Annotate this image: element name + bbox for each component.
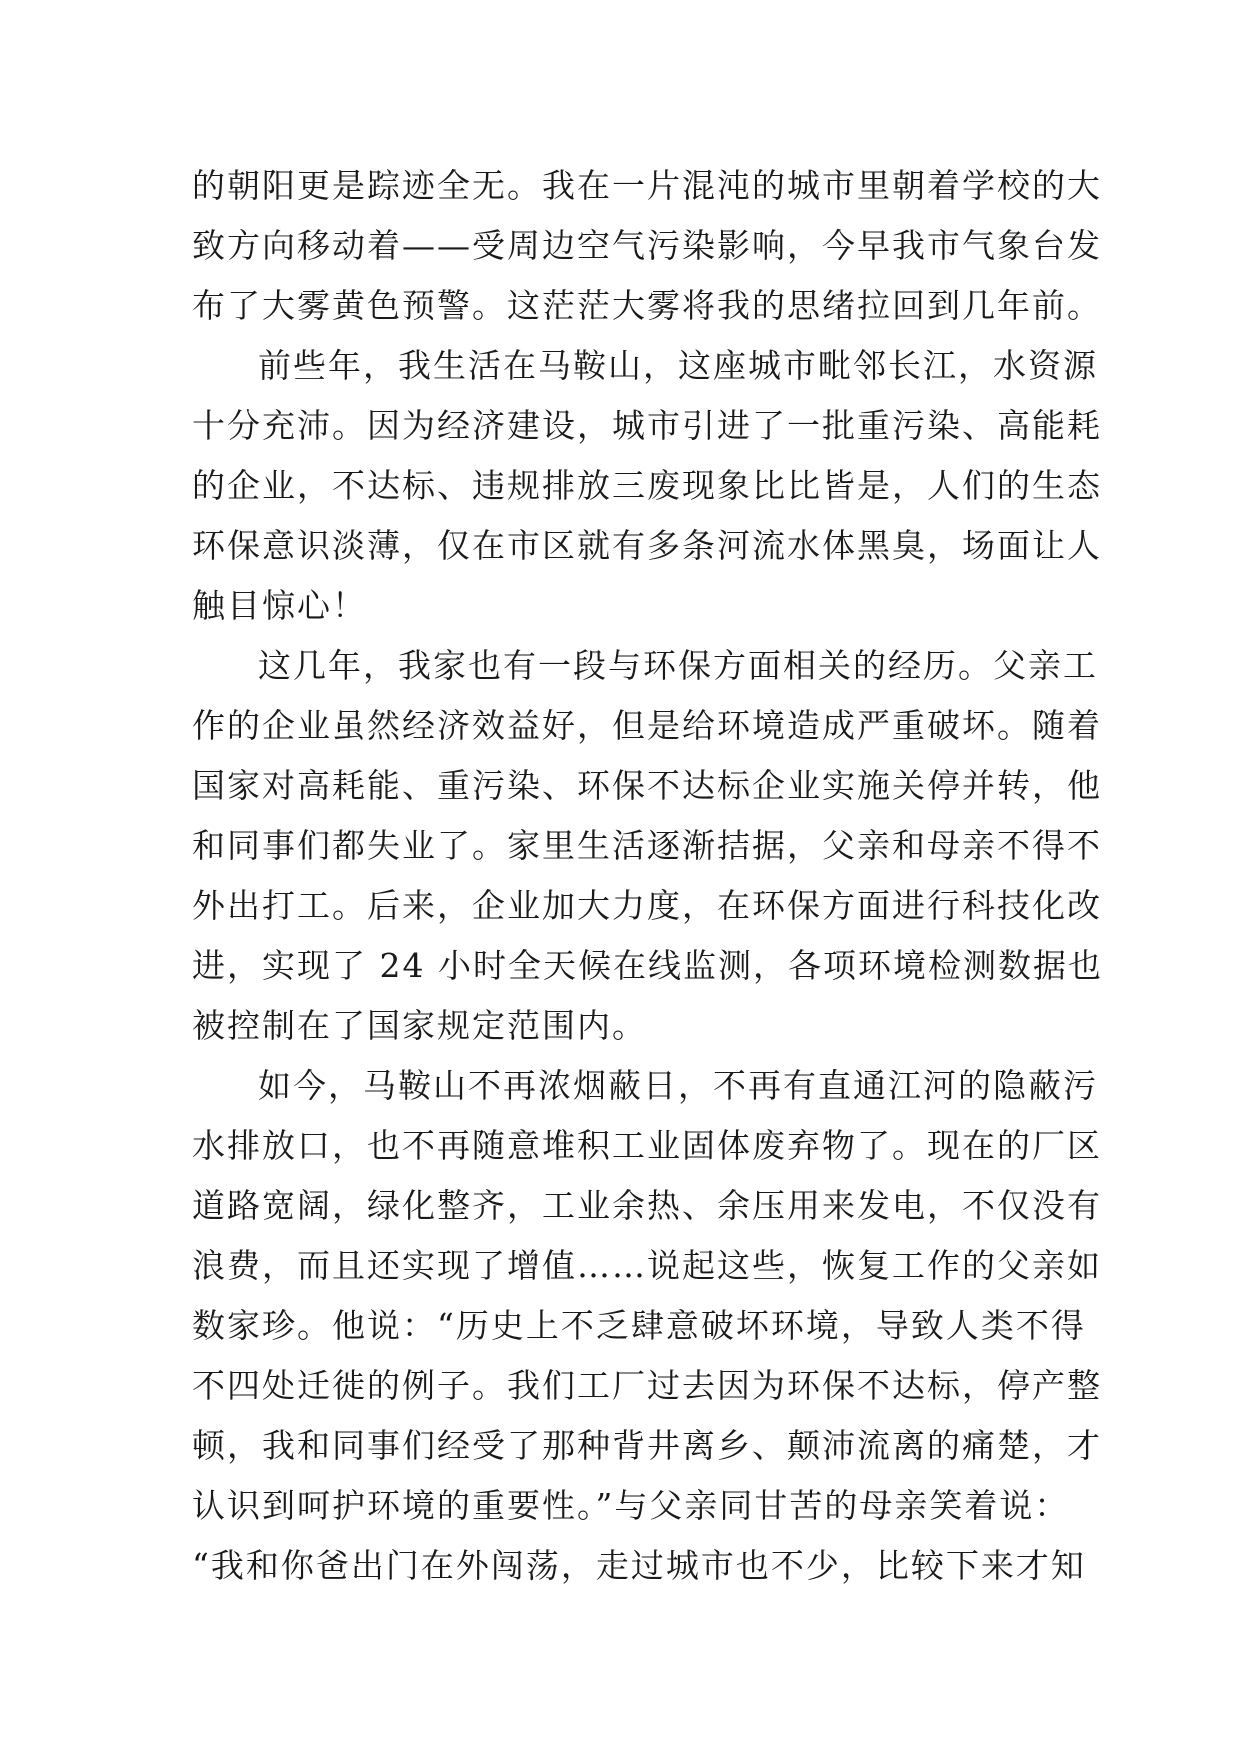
text-line: 水排放口，也不再随意堆积工业固体废弃物了。现在的厂区 [192,1126,1102,1165]
text-line: 的朝阳更是踪迹全无。我在一片混沌的城市里朝着学校的大 [192,166,1102,205]
text-line: 十分充沛。因为经济建设，城市引进了一批重污染、高能耗 [192,406,1102,445]
paragraph-4 [192,1056,1102,1596]
text-line: 国家对高耗能、重污染、环保不达标企业实施关停并转，他 [192,766,1102,805]
text-line: 顿，我和同事们经受了那种背井离乡、颠沛流离的痛楚，才 [192,1426,1102,1465]
text-line: “我和你爸出门在外闯荡，走过城市也不少，比较下来才知 [192,1546,1086,1585]
text-line: 环保意识淡薄，仅在市区就有多条河流水体黑臭，场面让人 [192,526,1102,565]
text-line: 进，实现了 24 小时全天候在线监测，各项环境检测数据也 [192,946,1103,985]
paragraph-3 [192,636,1103,1056]
text-line: 数家珍。他说：“历史上不乏肆意破坏环境，导致人类不得 [192,1306,1086,1345]
text-line: 道路宽阔，绿化整齐，工业余热、余压用来发电，不仅没有 [192,1186,1102,1225]
text-line: 作的企业虽然经济效益好，但是给环境造成严重破坏。随着 [192,706,1102,745]
text-line: 不四处迁徙的例子。我们工厂过去因为环保不达标，停产整 [192,1366,1102,1405]
text-line: 和同事们都失业了。家里生活逐渐拮据，父亲和母亲不得不 [192,826,1102,865]
paragraph-1 [192,156,1102,336]
text-line: 致方向移动着——受周边空气污染影响，今早我市气象台发 [192,226,1102,265]
text-line: 前些年，我生活在马鞍山，这座城市毗邻长江，水资源 [258,346,1098,385]
text-line: 外出打工。后来，企业加大力度，在环保方面进行科技化改 [192,886,1102,925]
article-body [192,156,1103,1596]
text-line: 浪费，而且还实现了增值……说起这些，恢复工作的父亲如 [192,1246,1102,1285]
text-line: 的企业，不达标、违规排放三废现象比比皆是，人们的生态 [192,466,1102,505]
text-line: 如今，马鞍山不再浓烟蔽日，不再有直通江河的隐蔽污 [258,1066,1098,1105]
text-line: 触目惊心！ [192,586,367,625]
text-line: 这几年，我家也有一段与环保方面相关的经历。父亲工 [258,646,1098,685]
paragraph-2 [192,336,1102,636]
text-line: 认识到呵护环境的重要性。”与父亲同甘苦的母亲笑着说： [192,1486,1070,1525]
text-line: 布了大雾黄色预警。这茫茫大雾将我的思绪拉回到几年前。 [192,286,1102,325]
text-line: 被控制在了国家规定范围内。 [192,1006,647,1045]
